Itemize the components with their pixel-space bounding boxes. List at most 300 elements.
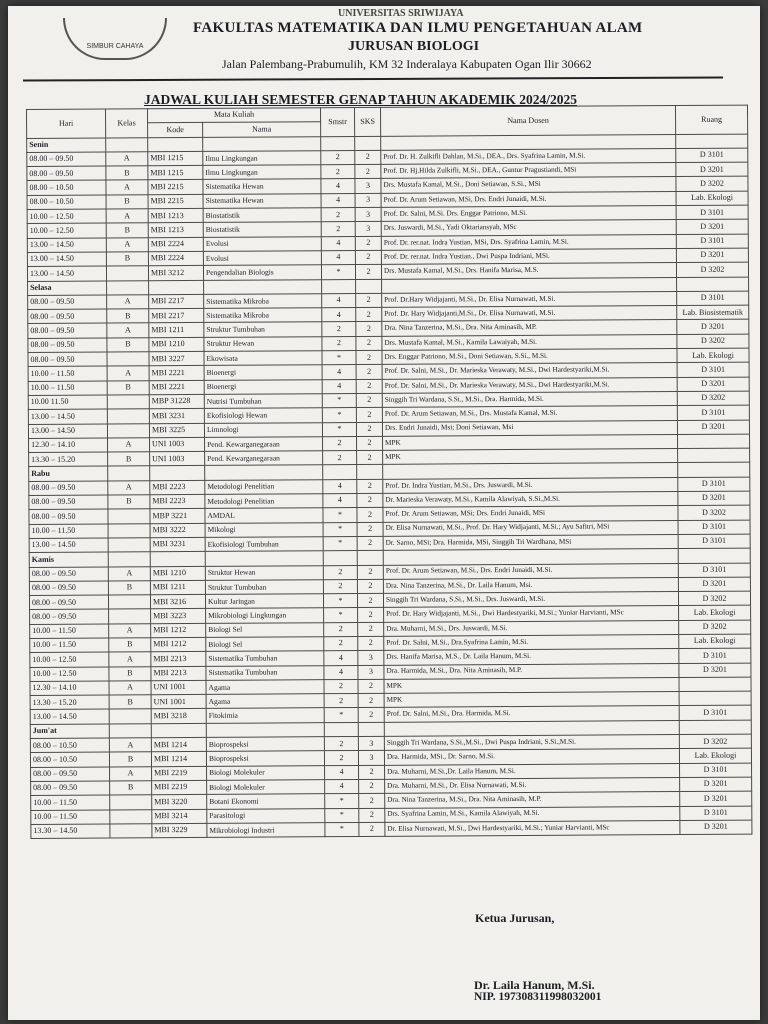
cell-nama: Mikrobiologi Industri [207, 823, 325, 838]
cell-kelas: B [107, 309, 149, 324]
empty-cell [323, 551, 357, 566]
cell-sks: 2 [357, 565, 383, 579]
cell-ruang: D 3201 [676, 219, 748, 234]
empty-cell [203, 136, 321, 151]
cell-time: 10.00 – 11.50 [28, 366, 107, 381]
empty-cell [678, 548, 750, 563]
cell-smstr: * [323, 536, 357, 551]
cell-sks: 3 [358, 651, 384, 665]
cell-ruang [677, 434, 749, 449]
cell-dosen: Drs. Mustafa Kamal, M.Si., Kamila Lawaiyah, M.Si. [382, 334, 677, 350]
cell-kode: MBI 1210 [150, 566, 205, 581]
cell-sks: 2 [357, 450, 383, 464]
cell-smstr: 2 [324, 751, 358, 766]
cell-dosen: Dra. Muharni, M.Si.,Dr. Laila Hanum, M.Si. [385, 763, 680, 779]
cell-smstr: 4 [322, 293, 356, 308]
cell-dosen: Dra. Nina Tanzerina, M.Si., Dr. Laila Hanum, Msi. [383, 577, 678, 593]
table-row [31, 820, 752, 839]
cell-dosen: Prof. Dr. Arum Setiawan, M.Si., Drs. Endri Junaidi, M.Si. [383, 563, 678, 579]
day-label: Senin [27, 138, 106, 153]
day-label: Jum'at [30, 724, 109, 739]
cell-kode: MBI 2217 [149, 309, 204, 324]
cell-time: 08.00 – 09.50 [30, 609, 109, 624]
signatory-nip: NIP. 197308311998032001 [474, 991, 602, 1003]
cell-dosen: Prof. Dr. rer.nat. Indra Yustian., Dwi Puspa Indriani, MSi. [381, 248, 676, 264]
cell-dosen: Prof. Dr.Hary Widjajanti, M.Si., Dr. Elisa Nurnawati, M.Si. [382, 291, 677, 307]
cell-kelas: B [109, 695, 151, 710]
cell-smstr: 2 [324, 694, 358, 709]
cell-smstr: 2 [324, 622, 358, 637]
cell-kode: MBI 2224 [148, 237, 203, 252]
cell-nama: Nutrisi Tumbuhan [204, 394, 322, 409]
cell-smstr: 2 [321, 165, 355, 180]
cell-dosen: Drs. Enggar Patriono, M.Si., Doni Setiawan, S.Si., M.Si. [382, 349, 677, 365]
cell-kode: MBI 2224 [148, 251, 203, 266]
cell-kelas: A [107, 366, 149, 381]
day-label: Selasa [28, 281, 107, 296]
cell-kelas [107, 409, 149, 424]
cell-smstr: * [324, 708, 358, 723]
cell-time: 08.00 – 09.50 [29, 509, 108, 524]
cell-smstr: 2 [324, 737, 358, 752]
cell-sks: 2 [356, 379, 382, 393]
cell-smstr: 2 [322, 336, 356, 351]
cell-kode: MBI 1212 [151, 623, 206, 638]
cell-ruang: D 3101 [678, 563, 750, 578]
empty-cell [323, 465, 357, 480]
cell-ruang: Lab. Ekologi [677, 348, 749, 363]
cell-time: 13.00 – 14.50 [27, 252, 106, 267]
cell-time: 10.00 – 12.50 [27, 223, 106, 238]
cell-ruang: D 3101 [678, 477, 750, 492]
empty-cell [679, 720, 751, 735]
cell-nama: Ilmu Lingkungan [203, 165, 321, 180]
cell-dosen: Prof. Dr. Salni, M.Si., Dr. Marieska Verawaty, M.Si., Dwi Hardestyariki,M.Si. [382, 363, 677, 379]
cell-smstr: 4 [321, 193, 355, 208]
cell-kelas: A [106, 237, 148, 252]
col-mata-kuliah: Mata Kuliah [148, 108, 321, 123]
cell-time: 10.00 – 11.50 [29, 524, 108, 539]
cell-smstr: * [325, 822, 359, 837]
cell-time: 08.00 – 09.50 [29, 595, 108, 610]
cell-sks: 2 [358, 622, 384, 636]
cell-kelas: B [108, 495, 150, 510]
empty-cell [108, 466, 150, 481]
cell-kode: MBI 2223 [150, 480, 205, 495]
cell-nama: Pengendalian Biologis [203, 265, 321, 280]
cell-time: 10.00 – 11.50 [30, 624, 109, 639]
cell-kode: MBI 3220 [152, 795, 207, 810]
cell-ruang: D 3101 [676, 148, 748, 163]
cell-kode: MBI 1212 [151, 637, 206, 652]
cell-kelas [108, 509, 150, 524]
cell-kode: UNI 1001 [151, 695, 206, 710]
cell-kode: MBI 2213 [151, 652, 206, 667]
cell-dosen: Dr. Elisa Nurnawati, M.Si., Prof. Dr. Hary Widjajanti, M.Si.; Ayu Safitri, MSi [383, 520, 678, 536]
cell-nama: Pend. Kewarganegaraan [205, 437, 323, 452]
empty-cell [358, 722, 384, 736]
cell-kode: MBP 3221 [150, 509, 205, 524]
cell-nama: Metodologi Penelitian [205, 479, 323, 494]
signatory-name: Dr. Laila Hanum, M.Si. [474, 978, 595, 992]
cell-time: 13.30 – 15.20 [29, 452, 108, 467]
cell-nama: Bioenergi [204, 365, 322, 380]
empty-cell [150, 552, 205, 567]
cell-nama: Evolusi [203, 236, 321, 251]
cell-kode: UNI 1003 [150, 437, 205, 452]
cell-smstr: 2 [324, 636, 358, 651]
cell-kelas: B [108, 581, 150, 596]
cell-kelas: B [110, 781, 152, 796]
cell-kode: MBI 3222 [150, 523, 205, 538]
cell-kode: MBI 3229 [152, 823, 207, 838]
cell-ruang: Lab. Ekologi [679, 605, 751, 620]
empty-cell [149, 280, 204, 295]
cell-ruang: D 3202 [678, 591, 750, 606]
cell-kelas: A [107, 323, 149, 338]
cell-sks: 2 [359, 794, 385, 808]
cell-ruang [679, 677, 751, 692]
cell-kelas [109, 709, 151, 724]
cell-nama: Botani Ekonomi [207, 794, 325, 809]
cell-kode: MBI 3216 [150, 595, 205, 610]
cell-sks: 2 [357, 522, 383, 536]
cell-smstr: * [323, 508, 357, 523]
cell-smstr: 4 [324, 651, 358, 666]
cell-kelas [108, 595, 150, 610]
cell-nama: Struktur Hewan [204, 336, 322, 351]
cell-nama: Biologi Sel [206, 637, 324, 652]
cell-kode: MBI 3227 [149, 351, 204, 366]
empty-cell [150, 466, 205, 481]
cell-sks: 2 [357, 579, 383, 593]
day-label: Kamis [29, 552, 108, 567]
cell-nama: Mikrobiologi Lingkungan [206, 608, 324, 623]
cell-dosen: Dra. Nina Tanzerina, M.Si., Dra. Nita Aminasih, MP. [382, 320, 677, 336]
cell-dosen: Dra. Harmida, MSi., Dr. Sarno, M.Si. [384, 749, 679, 765]
cell-time: 12.30 – 14.10 [30, 681, 109, 696]
cell-ruang: D 3201 [680, 791, 752, 806]
cell-ruang: D 3201 [676, 248, 748, 263]
signature-position: Ketua Jurusan, [475, 911, 555, 925]
cell-kelas [107, 395, 149, 410]
cell-sks: 2 [358, 608, 384, 622]
cell-kode: MBI 2219 [152, 766, 207, 781]
cell-smstr: * [323, 522, 357, 537]
cell-smstr: 4 [322, 308, 356, 323]
cell-time: 08.00 – 09.50 [28, 338, 107, 353]
cell-sks: 2 [355, 250, 381, 264]
cell-nama: Bioenergi [204, 379, 322, 394]
cell-dosen: Prof. Dr. Arum Setiawan, M.Si., Drs. Mustafa Kamal, M.Si. [382, 406, 677, 422]
empty-cell [205, 465, 323, 480]
empty-cell [107, 280, 149, 295]
cell-ruang: D 3201 [676, 162, 748, 177]
cell-kode: MBI 2215 [148, 180, 203, 195]
schedule-table [26, 105, 752, 840]
cell-smstr: * [322, 422, 356, 437]
cell-dosen: Dra. Harmida, M.Si., Dra. Nita Aminasih, M.P. [384, 663, 679, 679]
cell-ruang: D 3101 [677, 362, 749, 377]
cell-time: 10.00 – 11.50 [30, 638, 109, 653]
department-name: JURUSAN BIOLOGI [348, 39, 480, 54]
cell-time: 08.00 – 09.50 [28, 295, 107, 310]
cell-nama: Biologi Molekuler [207, 765, 325, 780]
cell-kelas [107, 352, 149, 367]
cell-nama: Biostatistik [203, 222, 321, 237]
cell-kelas: A [109, 652, 151, 667]
cell-smstr: 4 [321, 236, 355, 251]
cell-dosen: MPK [384, 677, 679, 693]
col-sks: SKS [354, 107, 380, 136]
cell-dosen: Prof. Dr. Arum Setiawan, MSi; Drs. Endri Junaidi, MSi [383, 506, 678, 522]
cell-smstr: 4 [323, 479, 357, 494]
cell-ruang: D 3101 [679, 706, 751, 721]
cell-sks: 3 [355, 207, 381, 221]
cell-sks: 2 [358, 708, 384, 722]
cell-kelas: A [109, 738, 151, 753]
cell-time: 08.00 – 09.50 [29, 581, 108, 596]
cell-dosen: MPK [384, 692, 679, 708]
cell-smstr: 4 [322, 365, 356, 380]
cell-dosen: Dra. Muharni, M.Si., Drs. Juswardi, M.Si. [384, 620, 679, 636]
cell-ruang: D 3202 [679, 620, 751, 635]
cell-kelas [108, 538, 150, 553]
cell-ruang: D 3202 [676, 262, 748, 277]
cell-time: 08.00 – 10.50 [30, 738, 109, 753]
cell-ruang: D 3201 [679, 663, 751, 678]
cell-time: 08.00 – 09.50 [31, 767, 110, 782]
cell-dosen: Drs. Juswardi, M.Si., Yadi Oktariansyah, MSc [381, 220, 676, 236]
cell-kelas [107, 423, 149, 438]
cell-time: 13.00 – 14.50 [28, 424, 107, 439]
cell-nama: Evolusi [203, 251, 321, 266]
cell-sks: 2 [357, 593, 383, 607]
cell-kode: MBI 1215 [148, 151, 203, 166]
cell-nama: Sistematika Mikroba [204, 294, 322, 309]
cell-time: 13.00 – 14.50 [29, 538, 108, 553]
cell-ruang: D 3101 [679, 648, 751, 663]
cell-dosen: Prof. Dr. rer.nat. Indra Yustian, MSi, Drs. Syafrina Lamin, M.Si. [381, 234, 676, 250]
cell-kelas: B [106, 223, 148, 238]
cell-sks: 2 [357, 479, 383, 493]
cell-smstr: 2 [323, 436, 357, 451]
cell-ruang: D 3201 [677, 377, 749, 392]
cell-kelas [110, 824, 152, 839]
schedule-body [27, 134, 752, 839]
cell-nama: Sistematika Hewan [203, 179, 321, 194]
cell-ruang: D 3201 [680, 777, 752, 792]
cell-smstr: 2 [323, 579, 357, 594]
cell-kelas: A [109, 681, 151, 696]
cell-sks: 3 [358, 665, 384, 679]
cell-nama: Kultur Jaringan [205, 594, 323, 609]
day-label: Rabu [29, 466, 108, 481]
cell-time: 13.00 – 14.50 [27, 266, 106, 281]
cell-sks: 2 [357, 536, 383, 550]
cell-kode: MBI 2213 [151, 666, 206, 681]
cell-ruang: D 3201 [680, 820, 752, 835]
cell-nama: Ekofisiologi Hewan [204, 408, 322, 423]
cell-kode: MBI 1213 [148, 208, 203, 223]
cell-sks: 2 [355, 265, 381, 279]
cell-sks: 2 [357, 436, 383, 450]
cell-kode: MBI 3212 [148, 266, 203, 281]
cell-dosen: Dra. Nina Tanzerina, M.Si., Dra. Nita Aminasih, M.P. [385, 792, 680, 808]
cell-kelas: A [107, 295, 149, 310]
cell-kelas: B [106, 166, 148, 181]
cell-nama: AMDAL [205, 508, 323, 523]
cell-dosen: Prof. Dr. Hary Widjajanti, M.Si., Dwi Hardestyariki, M.Si.; Yuniar Harvianti, MSc [384, 606, 679, 622]
empty-cell [108, 552, 150, 567]
cell-ruang: D 3202 [679, 734, 751, 749]
cell-nama: Parasitologi [207, 808, 325, 823]
address: Jalan Palembang-Prabumulih, KM 32 Inderalaya Kabupaten Ogan Ilir 30662 [222, 57, 592, 71]
cell-kelas: B [107, 380, 149, 395]
cell-dosen: Prof. Dr. H. Zulkifli Dahlan, M.Si., DEA., Drs. Syafrina Lamin, M.Si. [381, 148, 676, 164]
cell-nama: Ilmu Lingkungan [203, 151, 321, 166]
cell-ruang: D 3202 [676, 177, 748, 192]
cell-dosen: Dr. Marieska Verawaty, M.Si., Kamila Alawiyah, S.Si.,M.Si. [383, 492, 678, 508]
cell-nama: Sistematika Hewan [203, 193, 321, 208]
cell-ruang [678, 448, 750, 463]
empty-cell [355, 136, 381, 150]
cell-nama: Ekofisiologi Tumbuhan [205, 537, 323, 552]
cell-dosen: Dr. Elisa Nurnawati, M.Si., Dwi Hardestyariki, M.Si.; Yuniar Harvianti, MSc [385, 820, 680, 836]
cell-sks: 2 [356, 336, 382, 350]
cell-nama: Pend. Kewarganegaraan [205, 451, 323, 466]
cell-sks: 2 [356, 365, 382, 379]
cell-dosen: Prof. Dr. Salni, M.Si. Drs. Enggar Patriono, M.Si. [381, 206, 676, 222]
cell-sks: 2 [358, 636, 384, 650]
cell-dosen: Prof. Dr. Salni, M.Si., Dra.Syafrina Lamin, M.Si. [384, 635, 679, 651]
cell-nama: Agama [206, 694, 324, 709]
cell-dosen: Prof. Dr. Arum Setiawan, MSi, Drs. Endri Junaidi, M.Si. [381, 191, 676, 207]
university-logo [63, 18, 167, 60]
cell-kode: UNI 1003 [150, 452, 205, 467]
cell-smstr: 4 [325, 779, 359, 794]
cell-smstr: 2 [322, 322, 356, 337]
cell-smstr: 2 [321, 208, 355, 223]
cell-kode: MBI 1213 [148, 223, 203, 238]
cell-dosen: Drs. Hanifa Marisa, M.S., Dr. Laila Hanum, M.Si. [384, 649, 679, 665]
col-hari: Hari [27, 109, 106, 138]
cell-smstr: * [322, 408, 356, 423]
cell-time: 08.00 – 09.50 [28, 309, 107, 324]
cell-nama: Sistematika Mikroba [204, 308, 322, 323]
cell-sks: 2 [356, 293, 382, 307]
cell-time: 13.00 – 14.50 [28, 409, 107, 424]
empty-cell [109, 724, 151, 739]
cell-ruang [679, 691, 751, 706]
cell-kelas: B [108, 452, 150, 467]
cell-kode: MBI 3214 [152, 809, 207, 824]
cell-time: 10.00 11.50 [28, 395, 107, 410]
cell-kelas: A [106, 152, 148, 167]
cell-dosen: Prof. Dr. Hary Widjajanti,M.Si., Dr. Elisa Nurnawati, M.Si. [382, 306, 677, 322]
cell-kelas: B [109, 752, 151, 767]
cell-sks: 2 [356, 422, 382, 436]
cell-smstr: * [322, 393, 356, 408]
cell-kode: MBI 2217 [149, 294, 204, 309]
cell-time: 12.30 – 14.10 [29, 438, 108, 453]
cell-kode: MBI 1214 [151, 737, 206, 752]
cell-smstr: 4 [324, 665, 358, 680]
cell-time: 13.30 – 15.20 [30, 695, 109, 710]
cell-sks: 2 [359, 808, 385, 822]
cell-kode: MBI 1210 [149, 337, 204, 352]
cell-kode: MBI 3225 [149, 423, 204, 438]
faculty-name: FAKULTAS MATEMATIKA DAN ILMU PENGETAHUAN ALAM [193, 20, 643, 36]
cell-sks: 3 [355, 179, 381, 193]
cell-time: 08.00 – 09.50 [28, 352, 107, 367]
cell-nama: Sistematika Tumbuhan [206, 651, 324, 666]
cell-sks: 2 [356, 350, 382, 364]
cell-nama: Fitokimia [206, 708, 324, 723]
cell-ruang: D 3202 [678, 505, 750, 520]
cell-smstr: 2 [323, 451, 357, 466]
cell-nama: Ekowisata [204, 351, 322, 366]
cell-sks: 2 [358, 679, 384, 693]
empty-cell [324, 722, 358, 737]
cell-dosen: Singgih Tri Wardana, S.Si.,M.Si., Dwi Puspa Indriani, S.Si.,M.Si. [384, 735, 679, 751]
cell-kode: MBI 2215 [148, 194, 203, 209]
cell-nama: Bioprospeksi [206, 737, 324, 752]
cell-smstr: 2 [324, 679, 358, 694]
col-kode: Kode [148, 123, 203, 138]
cell-kelas [110, 795, 152, 810]
cell-nama: Mikologi [205, 522, 323, 537]
empty-cell [206, 722, 324, 737]
cell-nama: Struktur Tumbuhan [205, 579, 323, 594]
cell-nama: Biostatistik [203, 208, 321, 223]
cell-kode: MBI 3223 [151, 609, 206, 624]
cell-ruang: Lab. Ekologi [679, 634, 751, 649]
cell-ruang: Lab. Biosistematik [677, 305, 749, 320]
cell-dosen: Prof. Dr. Hj.Hilda Zulkifli, M.Si., DEA., Guntur Pragustiandi, MSi [381, 163, 676, 179]
cell-kelas: A [110, 766, 152, 781]
cell-ruang: D 3101 [676, 234, 748, 249]
empty-cell [148, 137, 203, 152]
empty-cell [321, 136, 355, 151]
cell-time: 10.00 – 11.50 [31, 795, 110, 810]
cell-time: 08.00 – 10.50 [30, 752, 109, 767]
cell-sks: 2 [357, 493, 383, 507]
cell-sks: 3 [358, 736, 384, 750]
document-page [8, 6, 760, 1020]
cell-sks: 2 [356, 393, 382, 407]
cell-time: 10.00 – 12.50 [30, 667, 109, 682]
cell-kode: MBI 3231 [150, 537, 205, 552]
empty-cell [322, 279, 356, 294]
cell-dosen: Singgih Tri Wardana, S.Si., M.Si., Drs. Juswardi, M.Si. [383, 592, 678, 608]
col-kelas: Kelas [106, 109, 148, 138]
cell-nama: Bioprospeksi [206, 751, 324, 766]
cell-time: 10.00 – 12.50 [30, 652, 109, 667]
cell-time: 08.00 – 09.50 [31, 781, 110, 796]
col-dosen: Nama Dosen [380, 106, 675, 136]
empty-cell [204, 279, 322, 294]
cell-kode: MBI 2221 [149, 366, 204, 381]
empty-cell [356, 279, 382, 293]
cell-sks: 2 [356, 322, 382, 336]
cell-smstr: 2 [321, 150, 355, 165]
cell-nama: Sistematika Tumbuhan [206, 665, 324, 680]
cell-sks: 2 [359, 765, 385, 779]
cell-time: 13.00 – 14.50 [30, 709, 109, 724]
col-smstr: Smstr [320, 107, 354, 136]
cell-smstr: 4 [322, 379, 356, 394]
